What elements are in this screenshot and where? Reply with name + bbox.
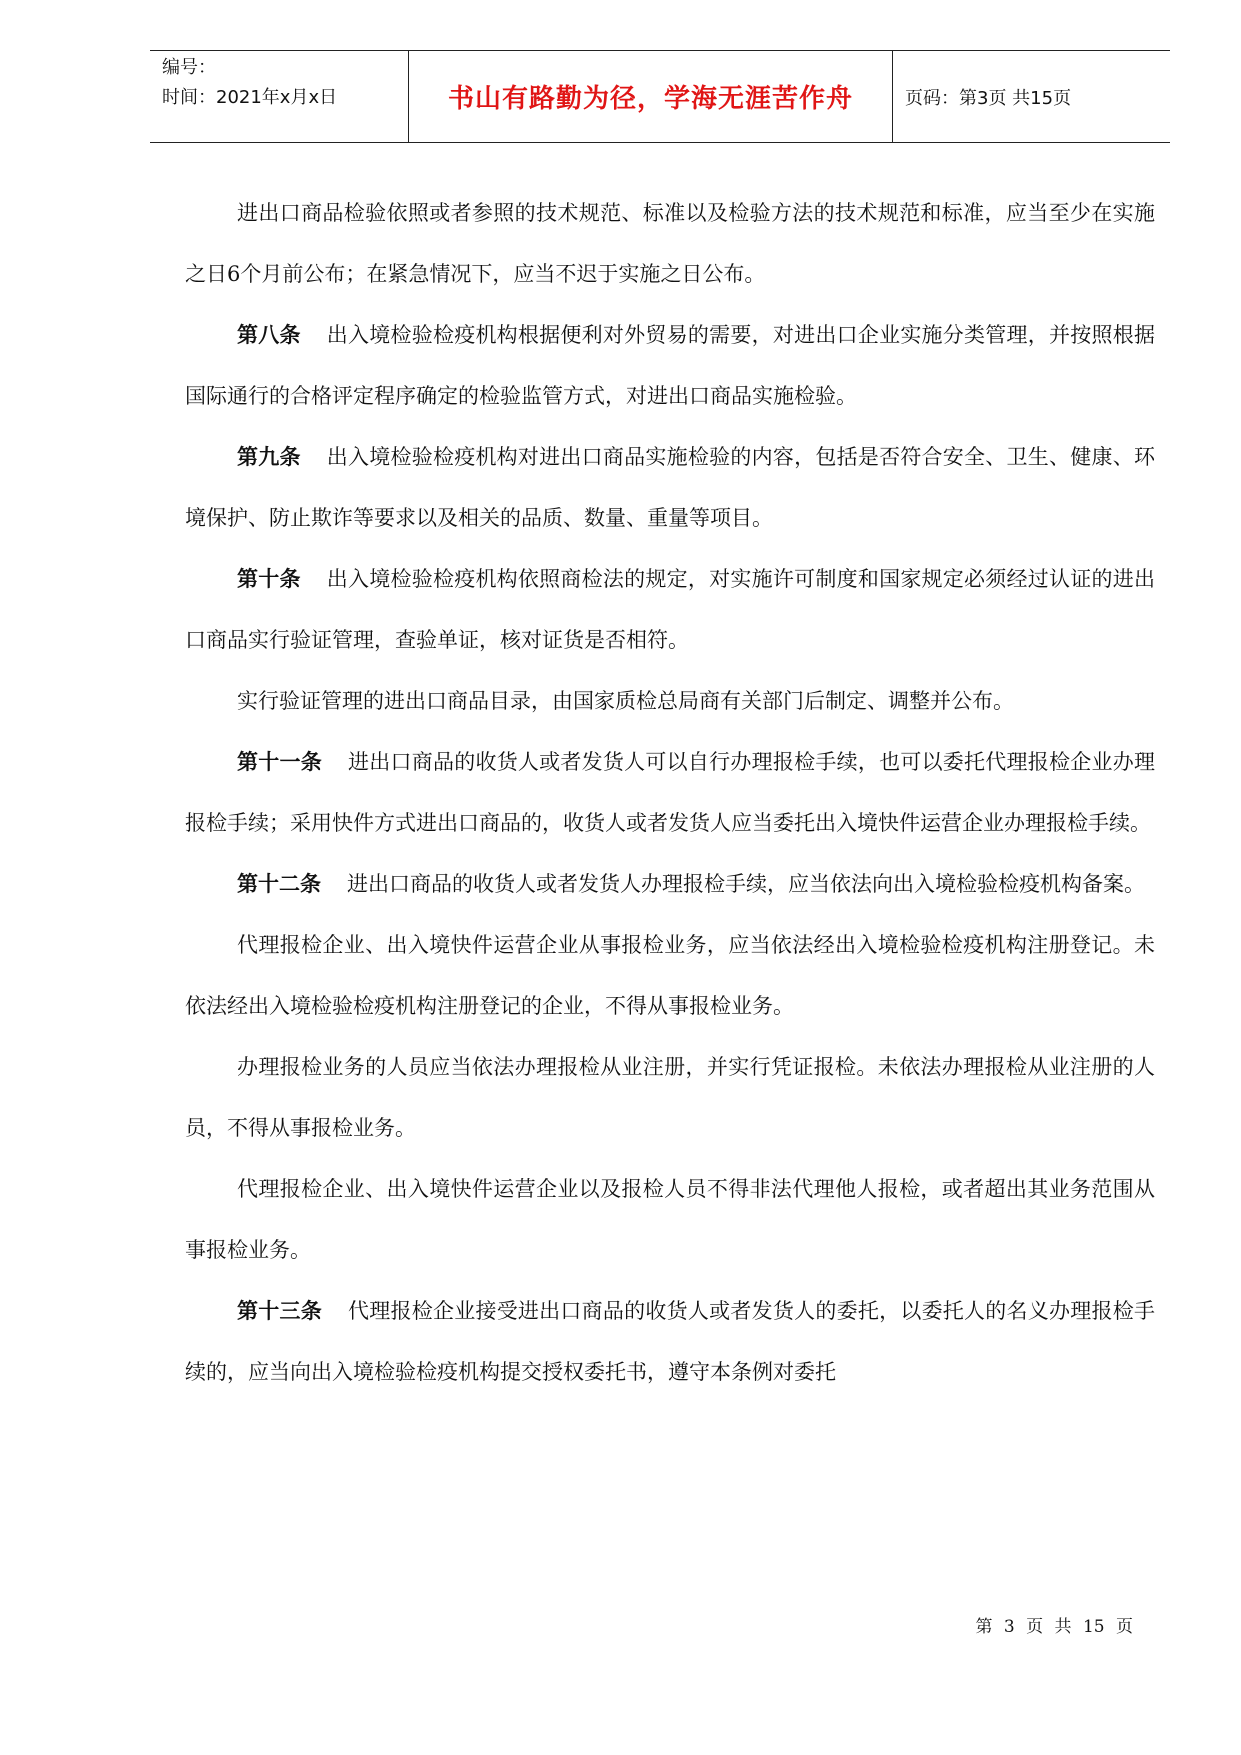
article-number: 第九条 [237, 445, 301, 469]
motto: 书山有路勤为径，学海无涯苦作舟 [447, 84, 853, 114]
article-paragraph [185, 305, 1155, 427]
paragraph-text: 进出口商品的收货人或者发货人办理报检手续，应当依法向出入境检验检疫机构备案。 [347, 872, 1145, 896]
paragraph [185, 915, 1155, 1037]
article-number: 第十二条 [237, 872, 321, 896]
article-number: 第十条 [237, 567, 301, 591]
paragraph [185, 183, 1155, 305]
time-label: 时间：2021年x月x日 [162, 87, 338, 108]
article-paragraph [185, 549, 1155, 671]
document-header [150, 50, 1170, 143]
paragraph-text: 办理报检业务的人员应当依法办理报检从业注册，并实行凭证报检。未依法办理报检从业注册的人员，不得从事报检业务。 [185, 1055, 1155, 1140]
article-paragraph [185, 854, 1155, 915]
header-page-cell [893, 51, 1170, 142]
article-paragraph [185, 427, 1155, 549]
number-label: 编号： [162, 57, 216, 78]
paragraph-text: 代理报检企业、出入境快件运营企业以及报检人员不得非法代理他人报检，或者超出其业务范围从事报检业务。 [185, 1177, 1155, 1262]
paragraph-text: 代理报检企业接受进出口商品的收货人或者发货人的委托，以委托人的名义办理报检手续的，应当向出入境检验检疫机构提交授权委托书，遵守本条例对委托 [185, 1299, 1156, 1384]
paragraph [185, 1037, 1155, 1159]
article-paragraph [185, 732, 1155, 854]
article-paragraph [185, 1281, 1155, 1403]
header-motto-cell [409, 51, 893, 142]
paragraph [185, 1159, 1155, 1281]
paragraph-text: 进出口商品检验依照或者参照的技术规范、标准以及检验方法的技术规范和标准，应当至少在实施之日6个月前公布；在紧急情况下，应当不迟于实施之日公布。 [185, 201, 1155, 286]
document-body [185, 183, 1155, 1403]
page-info: 页码：第3页 共15页 [905, 87, 1072, 109]
article-number: 第十一条 [237, 750, 322, 774]
paragraph-text: 进出口商品的收货人或者发货人可以自行办理报检手续，也可以委托代理报检企业办理报检手续；采用快件方式进出口商品的，收货人或者发货人应当委托出入境快件运营企业办理报检手续。 [185, 750, 1156, 835]
paragraph-text: 实行验证管理的进出口商品目录，由国家质检总局商有关部门后制定、调整并公布。 [237, 689, 1014, 713]
paragraph-text: 出入境检验检疫机构根据便利对外贸易的需要，对进出口企业实施分类管理，并按照根据国际通行的合格评定程序确定的检验监管方式，对进出口商品实施检验。 [185, 323, 1155, 408]
paragraph-text: 出入境检验检疫机构依照商检法的规定，对实施许可制度和国家规定必须经过认证的进出口商品实行验证管理，查验单证，核对证货是否相符。 [185, 567, 1155, 652]
paragraph-text: 出入境检验检疫机构对进出口商品实施检验的内容，包括是否符合安全、卫生、健康、环境保护、防止欺诈等要求以及相关的品质、数量、重量等项目。 [185, 445, 1155, 530]
header-meta-cell [150, 51, 409, 142]
page-footer: 第 3 页 共 15 页 [975, 1617, 1133, 1637]
article-number: 第八条 [237, 323, 301, 347]
paragraph-text: 代理报检企业、出入境快件运营企业从事报检业务，应当依法经出入境检验检疫机构注册登记。未依法经出入境检验检疫机构注册登记的企业，不得从事报检业务。 [185, 933, 1155, 1018]
paragraph [185, 671, 1155, 732]
article-number: 第十三条 [237, 1299, 322, 1323]
